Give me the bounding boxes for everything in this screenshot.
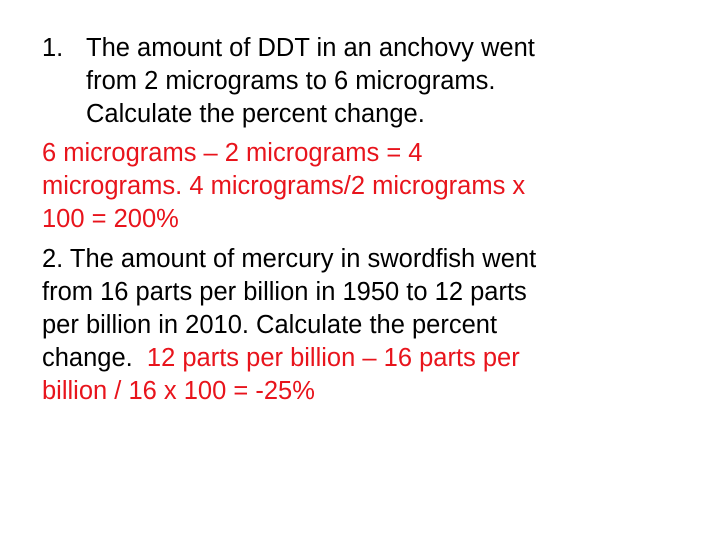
problem-1-line-3: Calculate the percent change. xyxy=(86,100,425,128)
problem-1-line-2: from 2 micrograms to 6 micrograms. xyxy=(86,67,496,95)
problem-2-line-1: 2. The amount of mercury in swordfish went xyxy=(42,245,537,273)
problem-1-text xyxy=(86,32,682,131)
answer-1-line-3: 100 = 200% xyxy=(42,205,179,233)
problem-1-line-1: The amount of DDT in an anchovy went xyxy=(86,34,535,62)
problem-2 xyxy=(42,243,682,408)
problem-2-line-4 xyxy=(42,342,682,375)
answer-1 xyxy=(42,137,682,236)
answer-2-line-2: billion / 16 x 100 = -25% xyxy=(42,377,315,405)
problem-1-number: 1. xyxy=(42,34,64,62)
problem-2-line-2: from 16 parts per billion in 1950 to 12 parts xyxy=(42,278,527,306)
problem-2-line-4-prefix: change. xyxy=(42,344,147,372)
slide-content xyxy=(42,32,682,408)
problem-1 xyxy=(42,32,682,131)
answer-1-line-1: 6 micrograms – 2 micrograms = 4 xyxy=(42,139,423,167)
problem-2-line-3: per billion in 2010. Calculate the percent xyxy=(42,311,498,339)
answer-2-line-1: 12 parts per billion – 16 parts per xyxy=(146,344,520,372)
answer-1-line-2: micrograms. 4 micrograms/2 micrograms x xyxy=(42,172,526,200)
